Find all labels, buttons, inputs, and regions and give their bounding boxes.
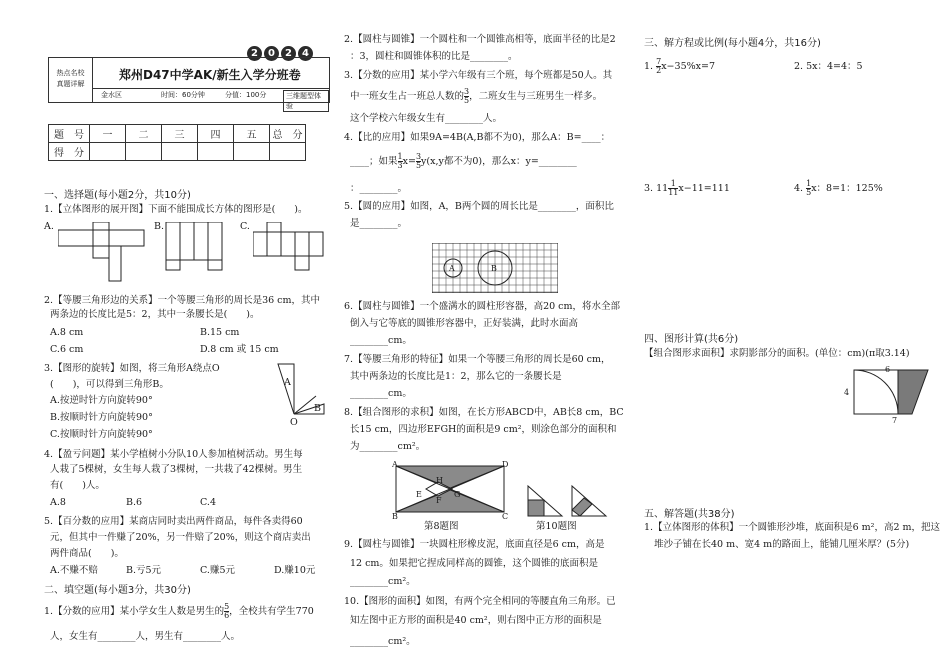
f4-text-b2: x= [402,156,416,167]
fraction [668,180,678,197]
fig8-label-c: C [502,512,509,521]
q5-text-b: 元，但其中一件赚了20%，另一件赔了20%，则这个商店卖出 [50,532,311,543]
q2-opt-c: C.6 cm [50,344,84,355]
f7-text-c: ________cm。 [350,388,412,399]
fig8-label-b: B [392,512,398,521]
eq4-number: 4. [794,183,804,194]
eq1 [644,58,715,75]
rotation-label-b: B [314,403,321,414]
rotation-figure [266,360,336,424]
score-cell[interactable] [198,143,234,161]
f4-text-c: ：________。 [350,183,408,194]
year-digit: 4 [298,46,313,61]
year-digit: 2 [247,46,262,61]
frac-den: 5 [464,96,470,105]
score-cell[interactable] [90,143,126,161]
score-header-cell: 一 [90,125,126,143]
q5-text: 5.【百分数的应用】某商店同时卖出两件商品，每件各卖得60 [44,516,303,527]
f4-text-b1: ____；如果 [350,156,398,167]
header-info-bar [93,88,329,110]
q2-text: 2.【等腰三角形边的关系】一个等腰三角形的周长是36 cm，其中 [44,295,321,306]
score-header-cell: 二 [126,125,162,143]
frac-den: 11 [668,188,679,197]
exam-title: 郑州D47中学AK/新生入学分班卷 [119,68,301,82]
exam-time: 时间：60分钟 [161,91,205,99]
q4-text: 4.【盈亏问题】某小学植树小分队10人参加植树活动。男生每 [44,449,303,460]
header-tag: 三维题型体验 [283,90,329,112]
section-geometry: 四、图形计算(共6分) [644,334,739,345]
rectangle-figure-8 [390,462,510,518]
q1-text: 1.【立体图形的展开图】下面不能围成长方体的图形是( )。 [44,204,308,215]
side-label-1: 热点名校 [56,69,85,77]
frac-num: 3 [415,152,422,161]
frac-num: 1 [806,179,812,188]
f10-text: 10.【图形的面积】如图，有两个完全相同的等腰直角三角形。已 [344,596,616,607]
section-solving: 五、解答题(共38分) [644,509,735,520]
fig10-caption: 第10题图 [536,521,577,532]
g1-text: 【组合图形求面积】求阴影部分的面积。(单位：cm)(π取3.14) [644,348,910,359]
q4-opt-a: A.8 [50,497,66,508]
rotation-label-o: O [290,417,298,428]
q2-opt-d: D.8 cm 或 15 cm [200,344,279,355]
f3-text-b2: ，二班女生与三班男生一样多。 [469,91,603,102]
q4-opt-b: B.6 [126,497,143,508]
q2-opt-b: B.15 cm [200,327,240,338]
exam-score: 分值：100分 [225,91,267,99]
f7-text-b: 其中两条边的长度比是1：2，那么它的一条腰长是 [350,371,562,382]
f3-text: 3.【分数的应用】某小学六年级有三个班，每个班都是50人。其 [344,70,613,81]
q1-opt-c: C. [240,221,250,232]
year-digit: 2 [281,46,296,61]
score-header-cell: 五 [234,125,270,143]
f1-text-a: 1.【分数的应用】某小学女生人数是男生的 [44,606,225,617]
q3-opt-b: B.按顺时针方向旋转90° [50,412,153,423]
fig-label-bottom: 7 [892,416,898,425]
q4-text-c: 有( )人。 [50,480,105,491]
fig-label-left: 4 [844,388,850,397]
q5-opt-c: C.赚5元 [200,565,235,576]
column-3 [642,0,942,672]
eq3-body: x−11=111 [678,183,730,194]
side-label-2: 真题详解 [56,80,85,88]
f9-text: 9.【圆柱与圆锥】一块圆柱形橡皮泥，底面直径是6 cm，高是 [344,539,605,550]
eq2: 2. 5x：4=4：5 [794,61,863,72]
frac-den: 5 [415,161,422,170]
q5-text-c: 两件商品( )。 [50,548,124,559]
score-cell[interactable] [126,143,162,161]
column-2 [340,0,640,672]
frac-num: 3 [464,87,470,96]
f2-text-b: ：3，圆柱和圆锥体积的比是________。 [350,51,518,62]
frac-den: 2 [656,66,662,75]
net-figure-a [58,222,158,284]
frac-den: 3 [397,161,403,170]
circle-label-b: B [491,264,497,273]
f1-text-c: 人，女生有________人，男生有________人。 [50,631,241,642]
fig-label-top: 6 [885,365,891,374]
q3-text-b: ( )，可以得到三角形B。 [50,379,169,390]
score-row-label: 得 分 [49,143,90,161]
q1-opt-b: B. [154,221,165,232]
f5-text-b: 是________。 [350,218,408,229]
f3-text-b1: 中一班女生占一班总人数的 [350,91,465,102]
eq3-number: 3. 11 [644,183,669,194]
f4-text: 4.【比的应用】如果9A=4B(A,B都不为0)，那么A：B=____： [344,132,611,143]
f6-text: 6.【圆柱与圆锥】一个盛满水的圆柱形容器，高20 cm，将水全部 [344,301,621,312]
net-figure-b [160,222,240,284]
fig8-label-d: D [502,460,509,469]
score-header-cell: 总 分 [270,125,306,143]
frac-den: 5 [806,188,812,197]
eq1-number: 1. [644,61,654,72]
fig8-label-g: G [454,490,461,499]
f1-text [44,603,314,620]
fig8-label-e: E [416,490,422,499]
fig8-label-h: H [436,476,443,485]
eq3 [644,180,730,197]
q3-opt-a: A.按逆时针方向旋转90° [50,395,153,406]
f1-text-b: ，全校共有学生770 [229,606,314,617]
rotation-label-a: A [284,377,291,388]
exam-header [48,57,330,110]
year-digit: 0 [264,46,279,61]
score-cell[interactable] [234,143,270,161]
header-side-label [49,58,93,102]
f8-text: 8.【组合图形的求积】如图，在长方形ABCD中，AB长8 cm，BC [344,407,624,418]
score-cell[interactable] [162,143,198,161]
f10-text-c: ________cm²。 [350,636,416,647]
q2-opt-a: A.8 cm [50,327,84,338]
f9-text-b: 12 cm。如果把它捏成同样高的圆锥，这个圆锥的底面积是 [350,558,598,569]
q5-opt-d: D.赚10元 [274,565,316,576]
f7-text: 7.【等腰三角形的特征】如果一个等腰三角形的周长是60 cm， [344,354,611,365]
f8-text-c: 为________cm²。 [350,441,426,452]
eq4-body: x：8=1：125% [811,183,883,194]
score-header-cell: 三 [162,125,198,143]
f5-text: 5.【圆的应用】如图，A，B两个圆的周长比是________，面积比 [344,201,614,212]
score-cell[interactable] [270,143,306,161]
frac-num: 5 [224,602,230,611]
net-figure-c [253,222,333,284]
f9-text-c: ________cm²。 [350,576,416,587]
fig8-label-f: F [436,496,442,505]
frac-num: 1 [397,152,403,161]
score-header-cell: 四 [198,125,234,143]
q3-text: 3.【图形的旋转】如图，将三角形A绕点O [44,363,220,374]
frac-num: 1 [668,180,678,189]
q5-opt-b: B.亏5元 [126,565,162,576]
s1-text: 1.【立体图形的体积】一个圆锥形沙堆，底面积是6 m²，高2 m，把这 [644,522,941,533]
f8-text-b: 长15 cm，四边形EFGH的面积是9 cm²，则涂色部分的面积和 [350,424,617,435]
q5-opt-a: A.不赚不赔 [50,565,98,576]
f2-text: 2.【圆柱与圆锥】一个圆柱和一个圆锥高相等，底面半径的比是2 [344,34,616,45]
f6-text-c: ________cm。 [350,335,412,346]
section-choice: 一、选择题(每小题2分，共10分) [44,190,191,201]
q4-opt-c: C.4 [200,497,216,508]
q1-opt-a: A. [44,221,54,232]
eq1-body: x−35%x=7 [661,61,715,72]
f3-text-c: 这个学校六年级女生有________人。 [350,113,503,124]
f4-text-b [350,153,577,170]
q2-text-b: 两条边的长度比是5：2，其中一条腰长是( )。 [50,309,260,320]
frac-den: 6 [224,611,230,620]
score-header-cell: 题 号 [49,125,90,143]
section-fill: 二、填空题(每小题3分，共30分) [44,585,191,596]
f6-text-b: 倒入与它等底的圆锥形容器中，正好装满，此时水面高 [350,318,579,329]
f10-text-b: 知左图中正方形的面积是40 cm²，则右图中正方形的面积是 [350,615,602,626]
eq4 [794,180,883,197]
f3-text-b [350,88,602,105]
q3-opt-c: C.按顺时针方向旋转90° [50,429,153,440]
q4-text-b: 人栽了5棵树，女生每人栽了3棵树，一共栽了42棵树。男生 [50,464,303,475]
section-equations: 三、解方程或比例(每小题4分，共16分) [644,38,821,49]
fig8-label-a: A [392,460,398,469]
frac-num: 7 [656,57,662,66]
triangles-figure-10 [526,484,610,518]
s1-text-b: 堆沙子铺在长40 m、宽4 m的路面上，能铺几厘米厚？(5分) [654,539,910,550]
district: 金水区 [101,91,122,99]
f4-text-b3: y(x,y都不为0)，那么x：y=________ [421,156,577,167]
circle-label-a: A [449,264,455,273]
column-1 [38,0,338,672]
fig8-caption: 第8题图 [424,521,459,532]
score-table [48,124,306,161]
